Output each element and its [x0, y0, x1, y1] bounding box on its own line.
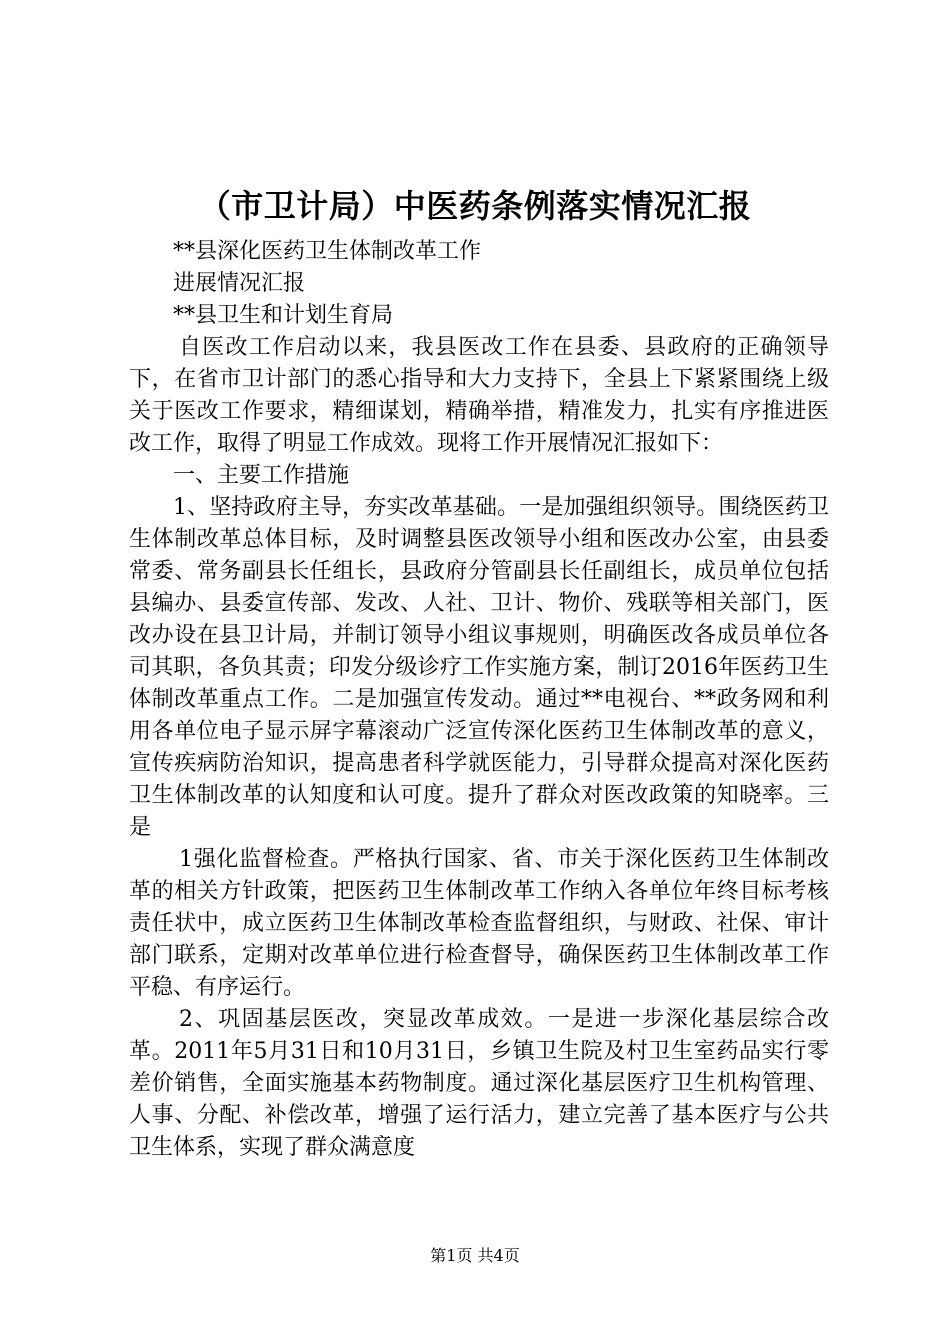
page-footer: 第1页 共4页: [430, 1246, 520, 1265]
paragraph-item-1: 1、坚持政府主导，夯实改革基础。一是加强组织领导。围绕医药卫生体制改革总体目标，及时调整县医改领导小组和医改办公室，由县委常委、常务副县长任组长，县政府分管副县长任副组长，成员单位包括县编办、县委宣传部、发改、人社、卫计、物价、残联等相关部门，医改办设在县卫计局，并制订领导小组议事规则，明确医改各成员单位各司其职，各负其责；印发分级诊疗工作实施方案，制订2016年医药卫生体制改革重点工作。二是加强宣传发动。通过**电视台、**政务网和利用各单位电子显示屏字幕滚动广泛宣传深化医药卫生体制改革的意义，宣传疾病防治知识，提高患者科学就医能力，引导群众提高对深化医药卫生体制改革的认知度和认可度。提升了群众对医改政策的知晓率。三是: [129, 495, 829, 840]
author-line: **县卫生和计划生育局: [173, 303, 394, 328]
section-heading: 一、主要工作措施: [173, 463, 350, 488]
subtitle-line-1: **县深化医药卫生体制改革工作: [173, 239, 482, 264]
paragraph-intro: 自医改工作启动以来，我县医改工作在县委、县政府的正确领导下，在省市卫计部门的悉心指导和大力支持下，全县上下紧紧围绕上级关于医改工作要求，精细谋划，精确举措，精准发力，扎实有序推进医改工作，取得了明显工作成效。现将工作开展情况汇报如下：: [129, 335, 829, 456]
document-title: （市卫计局）中医药条例落实情况汇报: [198, 187, 752, 225]
paragraph-item-2: 2、巩固基层医改，突显改革成效。一是进一步深化基层综合改革。2011年5月31日和10月31日，乡镇卫生院及村卫生室药品实行零差价销售，全面实施基本药物制度。通过深化基层医疗卫生机构管理、人事、分配、补偿改革，增强了运行活力，建立完善了基本医疗与公共卫生体系，实现了群众满意度: [129, 1007, 829, 1160]
subtitle-line-2: 进展情况汇报: [173, 271, 306, 296]
paragraph-supervision: 1强化监督检查。严格执行国家、省、市关于深化医药卫生体制改革的相关方针政策，把医药卫生体制改革工作纳入各单位年终目标考核责任状中，成立医药卫生体制改革检查监督组织，与财政、社保、审计部门联系，定期对改革单位进行检查督导，确保医药卫生体制改革工作平稳、有序运行。: [129, 847, 829, 1000]
document-body: [129, 236, 829, 1164]
